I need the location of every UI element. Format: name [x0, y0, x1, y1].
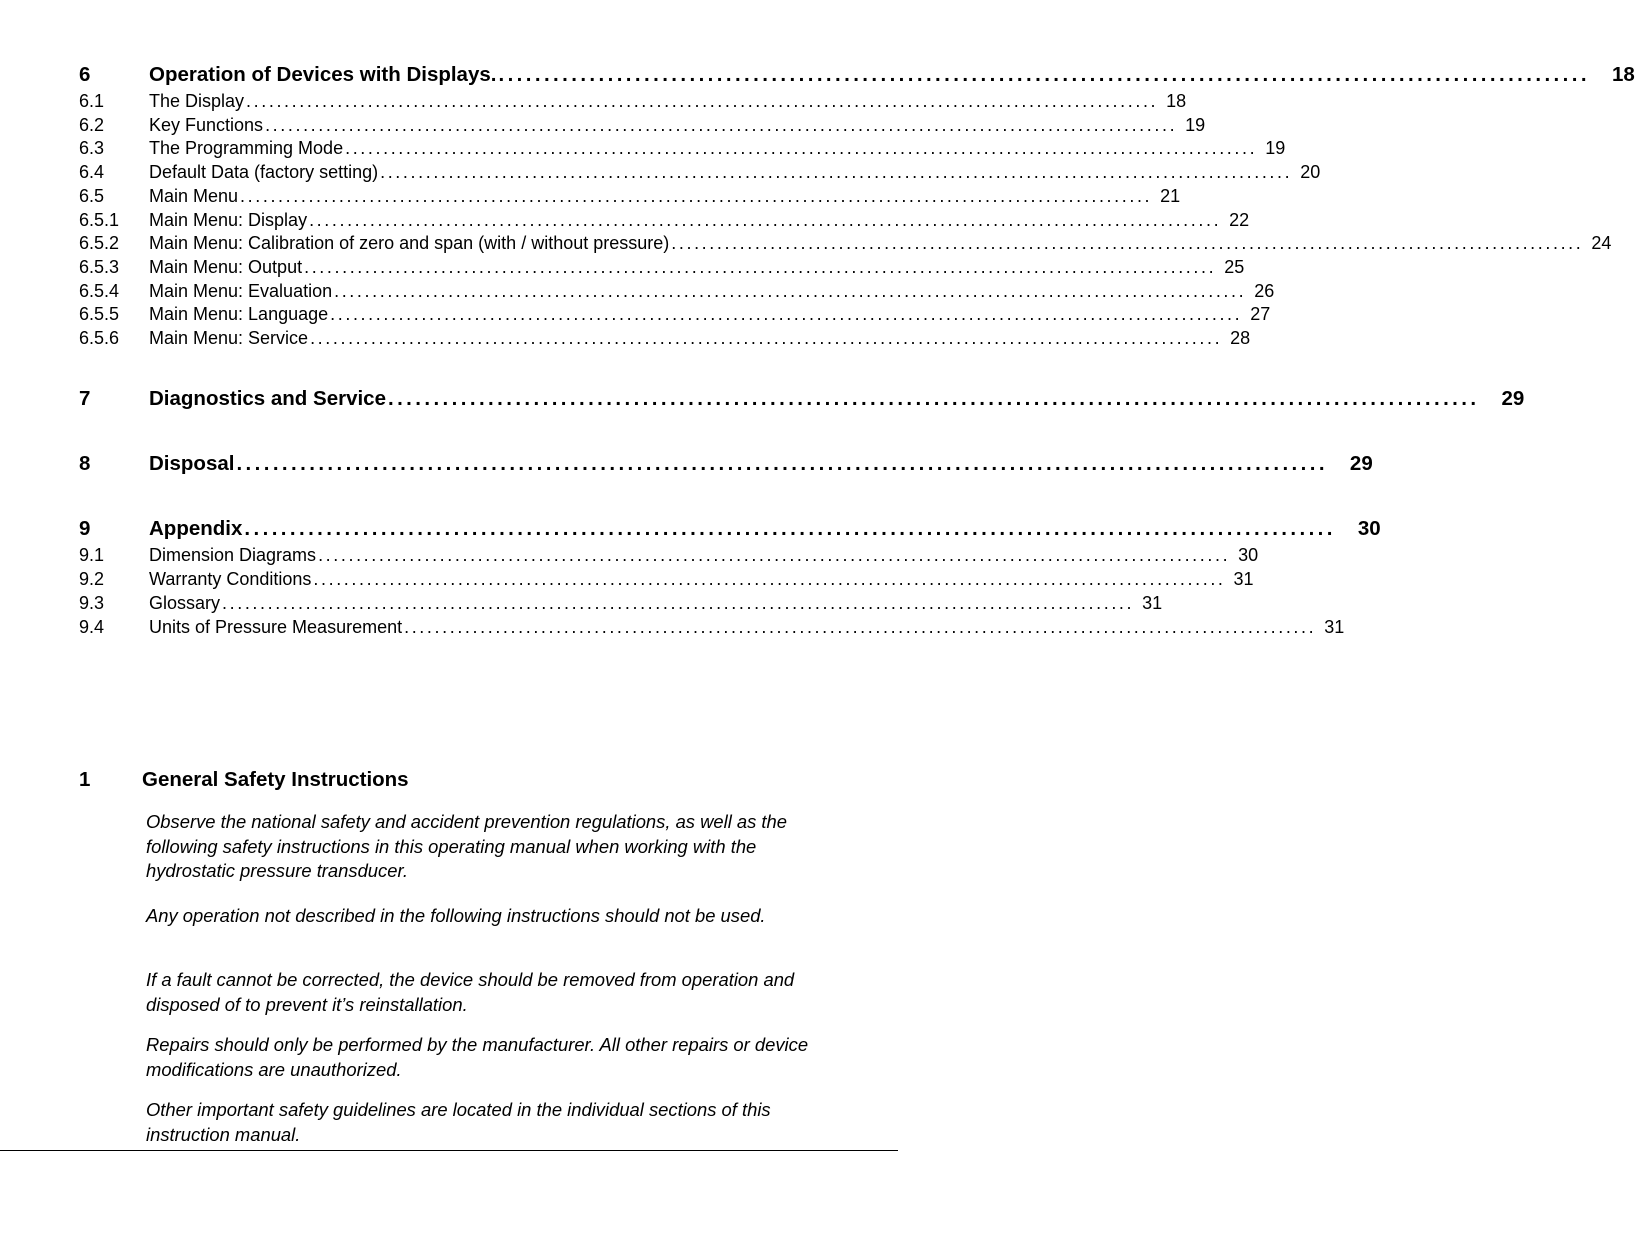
safety-paragraph-4: Repairs should only be performed by the manufacturer. All other repairs or device modifications are unauthorized. [146, 1034, 809, 1080]
toc-leader: ........................................................................................................................ [309, 210, 1222, 230]
toc-entry-8[interactable] [79, 451, 1373, 477]
toc-page: 27 [1250, 304, 1271, 324]
toc-leader: ........................................................................................................................ [671, 233, 1584, 253]
toc-page: 21 [1160, 186, 1181, 206]
toc-title: Glossary [149, 593, 221, 613]
toc-number: 6.5.5 [79, 304, 120, 324]
toc-number: 6.4 [79, 162, 105, 182]
toc-number: 6.1 [79, 91, 105, 111]
toc-number: 6.5.6 [79, 328, 120, 348]
toc-number: 6 [79, 63, 91, 86]
section-heading [79, 768, 409, 792]
toc-title: Warranty Conditions [149, 569, 312, 589]
toc-entry-6-5-3[interactable] [79, 256, 1245, 278]
toc-number: 9.4 [79, 617, 105, 637]
toc-page: 25 [1224, 257, 1245, 277]
toc-page: 20 [1300, 162, 1321, 182]
toc-number: 6.2 [79, 115, 105, 135]
toc-leader: ........................................................................................................................ [345, 138, 1258, 158]
toc-leader: ........................................................................................................................ [313, 569, 1226, 589]
toc-page: 26 [1254, 281, 1275, 301]
toc-page: 18 [1166, 91, 1187, 111]
toc-entry-7[interactable] [79, 386, 1525, 412]
toc-title: Units of Pressure Measurement [149, 617, 403, 637]
toc-entry-6-5-6[interactable] [79, 327, 1251, 349]
toc-leader: ........................................................................................................................ [265, 115, 1178, 135]
toc-leader: ........................................................................................................................ [240, 186, 1153, 206]
toc-leader: ........................................................................................................................ [318, 545, 1231, 565]
toc-leader: ........................................................................................................................ [330, 304, 1243, 324]
toc-page: 19 [1185, 115, 1206, 135]
toc-entry-6-5-2[interactable] [79, 232, 1612, 254]
toc-title: Dimension Diagrams [149, 545, 317, 565]
toc-entry-9-3[interactable] [79, 592, 1163, 614]
toc-title: Main Menu: Evaluation [149, 281, 333, 301]
toc-page: 28 [1230, 328, 1251, 348]
section-title: General Safety Instructions [142, 768, 409, 791]
toc-title: Disposal [149, 452, 235, 475]
toc-leader: ........................................................................................................................ [387, 387, 1480, 410]
toc-leader: ........................................................................................................................ [334, 281, 1247, 301]
toc-number: 6.5.4 [79, 281, 120, 301]
toc-title: Operation of Devices with Displays. [149, 63, 497, 86]
toc-number: 9.2 [79, 569, 105, 589]
toc-number: 6.5 [79, 186, 105, 206]
toc-number: 6.3 [79, 138, 105, 158]
toc-title: Diagnostics and Service [149, 387, 386, 410]
safety-paragraph-3: If a fault cannot be corrected, the device should be removed from operation and disposed of to prevent it’s reinstallation. [146, 969, 795, 1015]
toc-title: Main Menu: Output [149, 257, 303, 277]
toc-title: The Display [149, 91, 245, 111]
toc-page: 31 [1233, 569, 1254, 589]
toc-number: 9.3 [79, 593, 105, 613]
toc-entry-9-2[interactable] [79, 568, 1254, 590]
toc-number: 9.1 [79, 545, 105, 565]
toc-entry-9-1[interactable] [79, 544, 1259, 566]
page-bottom-rule [0, 1150, 898, 1151]
safety-paragraph-2: Any operation not described in the following instructions should not be used. [146, 905, 766, 926]
toc-page: 30 [1357, 517, 1381, 540]
toc-leader: ........................................................................................................................ [404, 617, 1317, 637]
toc-title: Appendix [149, 517, 243, 540]
toc-title: Main Menu [149, 186, 239, 206]
toc-title: Main Menu: Language [149, 304, 329, 324]
toc-title: Main Menu: Calibration of zero and span (with / without pressure) [149, 233, 670, 253]
toc-leader: ........................................................................................................................ [244, 517, 1336, 540]
toc-page: 29 [1501, 387, 1525, 410]
toc-leader: ........................................................................................................................ [310, 328, 1223, 348]
safety-paragraph-5: Other important safety guidelines are located in the individual sections of this instruction manual. [146, 1099, 771, 1145]
toc-entry-9[interactable] [79, 516, 1381, 542]
toc-page: 31 [1142, 593, 1163, 613]
toc-title: The Programming Mode [149, 138, 344, 158]
toc-number: 6.5.1 [79, 210, 120, 230]
toc-title: Main Menu: Service [149, 328, 309, 348]
toc-leader: ........................................................................................................................ [222, 593, 1135, 613]
toc-entry-6-5[interactable] [79, 185, 1181, 207]
toc-page: 24 [1591, 233, 1612, 253]
toc-entry-9-4[interactable] [79, 616, 1345, 638]
toc-page: 30 [1238, 545, 1259, 565]
section-number: 1 [79, 768, 91, 791]
toc-number: 6.5.2 [79, 233, 120, 253]
toc-number: 8 [79, 452, 91, 475]
toc-leader: ........................................................................................................................ [380, 162, 1293, 182]
toc-entry-6-3[interactable] [79, 137, 1286, 159]
toc-leader: ........................................................................................................................ [304, 257, 1217, 277]
safety-paragraph-1: Observe the national safety and accident prevention regulations, as well as the following safety instructions in this operating manual when working with the hydrostatic pressure transducer. [146, 811, 787, 882]
toc-entry-6-5-4[interactable] [79, 280, 1275, 302]
toc-entry-6-5-5[interactable] [79, 303, 1271, 325]
toc-number: 7 [79, 387, 91, 410]
toc-entry-6-4[interactable] [79, 161, 1321, 183]
toc-entry-6-1[interactable] [79, 90, 1187, 112]
toc-page: 31 [1324, 617, 1345, 637]
toc-leader: ........................................................................................................................ [246, 91, 1159, 111]
toc-page: 19 [1265, 138, 1286, 158]
toc-number: 6.5.3 [79, 257, 120, 277]
toc-leader: ........................................................................................................................ [236, 452, 1328, 475]
toc-leader: ........................................................................................................................ [498, 63, 1590, 86]
toc-title: Key Functions [149, 115, 264, 135]
toc-title: Main Menu: Display [149, 210, 308, 230]
toc-entry-6[interactable] [79, 62, 1635, 88]
toc-entry-6-5-1[interactable] [79, 209, 1250, 231]
toc-number: 9 [79, 517, 91, 540]
toc-title: Default Data (factory setting) [149, 162, 379, 182]
toc-page: 29 [1349, 452, 1373, 475]
toc-page: 18 [1611, 63, 1635, 86]
toc-page: 22 [1229, 210, 1250, 230]
toc-entry-6-2[interactable] [79, 114, 1206, 136]
